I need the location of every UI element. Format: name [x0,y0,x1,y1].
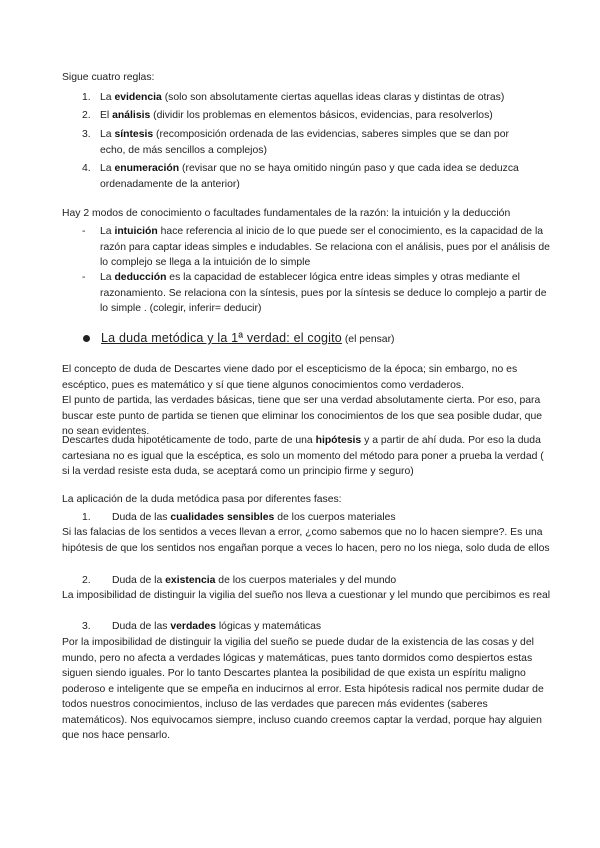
phase-body: Por la imposibilidad de distinguir la vigilia del sueño se puede dudar de la existencia de las cosas y del mundo, pero no afecta a verdades lógicas y matemáticas, pues tanto dormidos como despiertos estas siguen siendo iguales. Por lo tanto Descartes plantea la posibilidad de que exista un espíritu maligno poderoso e inteligente que se empeña en inducirnos al error. Esta hipótesis radical nos permite dudar de todos nuestros conocimientos, incluso de las verdades que parecen más evidentes (saberes matemáticos). Nos equivocamos siempre, incluso cuando creemos captar la verdad, porque hay alguien que nos hace pensarlo. [62,637,544,741]
dash-marker: - [82,272,86,283]
rule-number: 2. [82,110,91,121]
section-subtitle: (el pensar) [341,334,395,345]
modes-intro: Hay 2 modos de conocimiento o facultades fundamentales de la razón: la intuición y la deducción [62,208,511,219]
rule-item: 2. El análisis (dividir los problemas en elementos básicos, evidencias, para resolverlos) [82,108,552,124]
section-title: La duda metódica y la 1ª verdad: el cogito [101,331,342,345]
paragraph-punto-partida: El punto de partida, las verdades básicas, tiene que ser una verdad absolutamente cierta. Por eso, para buscar este punto de partida se tienen que eliminar los conocimientos de los que sea posible dudar, que no sean evidentes. [62,395,543,437]
bullet-icon [83,335,90,342]
mode-keyword: intuición [114,226,158,237]
keyword-hipotesis: hipótesis [315,435,362,446]
paragraph-duda: El concepto de duda de Descartes viene dado por el escepticismo de la época; sin embargo, no es escéptico, pues es matemático y sí que tiene algunos conocimientos como verdaderos. [62,364,518,391]
phase-body: La imposibilidad de distinguir la vigilia del sueño nos lleva a cuestionar y lel mundo que percibimos es real [62,590,551,601]
rule-number: 4. [82,163,91,174]
phase-body: Si las falacias de los sentidos a veces llevan a error, ¿como sabemos que no lo hacen siempre?. Es una hipótesis de que los sentidos nos engañan porque a veces lo hacen, pero no los niega, solo duda de ellos [62,527,550,554]
phase-number: 3. [82,621,91,632]
rule-number: 1. [82,92,91,103]
rule-item: 3. La síntesis (recomposición ordenada de las evidencias, saberes simples que se dan por echo, de más sencillos a complejos) [82,129,509,156]
phase-heading: 2. Duda de la existencia de los cuerpos materiales y del mundo [82,573,552,589]
dash-marker: - [82,226,86,237]
paragraph-hipotesis: Descartes duda hipotéticamente de todo, parte de una hipótesis y a partir de ahí duda. Por eso la duda cartesiana no es igual que la escéptica, es solo un momento del método para poner a prueba la verdad ( si la verdad resiste esta duda, se aceptará como un principio firme y seguro) [62,435,544,477]
rule-keyword: análisis [112,110,151,121]
mode-item: - La deducción es la capacidad de establecer lógica entre ideas simples y otras mediante el razonamiento. Se relaciona con la síntesis, pues por la síntesis se deduce lo complejo a partir de lo simple . (colegir, inferir= deducir) [82,272,547,314]
phase-keyword: cualidades sensibles [170,512,275,523]
rule-keyword: enumeración [114,163,180,174]
rules-intro: Sigue cuatro reglas: [62,72,155,83]
phase-keyword: verdades [170,621,216,632]
rule-number: 3. [82,129,91,140]
section-heading [82,330,552,348]
rule-item: 1. La evidencia (solo son absolutamente ciertas aquellas ideas claras y distintas de otras) [82,90,552,106]
phase-heading: 3. Duda de las verdades lógicas y matemáticas [82,619,552,635]
mode-keyword: deducción [114,272,167,283]
rule-keyword: síntesis [114,129,154,140]
phase-number: 1. [82,512,91,523]
rule-item: 4. La enumeración (revisar que no se haya omitido ningún paso y que cada idea se deduzca ordenadamente de la anterior) [82,163,519,190]
phase-number: 2. [82,575,91,586]
mode-item: - La intuición hace referencia al inicio de lo que puede ser el conocimiento, es la capacidad de la razón para captar ideas simples e indudables. Se relaciona con el análisis, pues por el análisis de lo complejo se llega a la intuición de lo simple [82,226,550,268]
phase-keyword: existencia [165,575,216,586]
rule-keyword: evidencia [114,92,162,103]
phases-intro: La aplicación de la duda metódica pasa por diferentes fases: [62,494,342,505]
phase-heading: 1. Duda de las cualidades sensibles de los cuerpos materiales [82,510,552,526]
